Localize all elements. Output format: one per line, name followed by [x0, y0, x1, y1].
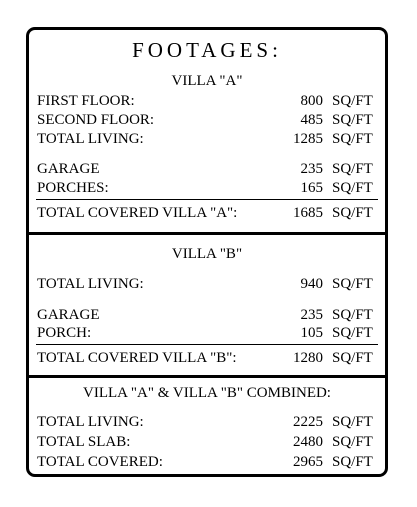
row-unit: SQ/FT — [332, 414, 373, 430]
row-unit: SQ/FT — [332, 307, 373, 323]
total-value: 1280 — [293, 350, 323, 366]
row-label: TOTAL LIVING: — [37, 414, 144, 430]
section-divider — [29, 232, 385, 235]
row-unit: SQ/FT — [332, 325, 373, 341]
row-value: 940 — [300, 276, 323, 292]
total-label: TOTAL COVERED VILLA "B": — [37, 350, 237, 366]
row-value: 2480 — [293, 434, 323, 450]
row-unit: SQ/FT — [332, 112, 373, 128]
row-unit: SQ/FT — [332, 434, 373, 450]
row-label: TOTAL SLAB: — [37, 434, 131, 450]
row-label: SECOND FLOOR: — [37, 112, 155, 128]
row-unit: SQ/FT — [332, 161, 373, 177]
row-value: 105 — [300, 325, 323, 341]
section-divider — [29, 375, 385, 378]
villa-b-heading: VILLA "B" — [171, 246, 243, 262]
row-label: TOTAL COVERED: — [37, 454, 163, 470]
row-value: 1285 — [293, 131, 323, 147]
total-divider — [36, 344, 378, 345]
row-label: TOTAL LIVING: — [37, 276, 144, 292]
row-label: FIRST FLOOR: — [37, 93, 135, 109]
row-value: 2225 — [293, 414, 323, 430]
villa-a-heading: VILLA "A" — [171, 73, 243, 89]
row-value: 800 — [300, 93, 323, 109]
row-unit: SQ/FT — [332, 93, 373, 109]
total-unit: SQ/FT — [332, 205, 373, 221]
row-label: TOTAL LIVING: — [37, 131, 144, 147]
row-label: PORCH: — [37, 325, 92, 341]
row-unit: SQ/FT — [332, 454, 373, 470]
row-value: 235 — [300, 307, 323, 323]
row-value: 485 — [300, 112, 323, 128]
total-unit: SQ/FT — [332, 350, 373, 366]
combined-heading: VILLA "A" & VILLA "B" COMBINED: — [83, 385, 331, 401]
row-unit: SQ/FT — [332, 131, 373, 147]
row-value: 235 — [300, 161, 323, 177]
row-label: GARAGE — [37, 307, 100, 323]
total-value: 1685 — [293, 205, 323, 221]
row-value: 2965 — [293, 454, 323, 470]
row-label: GARAGE — [37, 161, 100, 177]
row-unit: SQ/FT — [332, 180, 373, 196]
row-value: 165 — [300, 180, 323, 196]
page-title: FOOTAGES: — [132, 38, 282, 62]
row-label: PORCHES: — [37, 180, 109, 196]
footages-table — [26, 27, 388, 477]
total-label: TOTAL COVERED VILLA "A": — [37, 205, 238, 221]
total-divider — [36, 199, 378, 200]
row-unit: SQ/FT — [332, 276, 373, 292]
